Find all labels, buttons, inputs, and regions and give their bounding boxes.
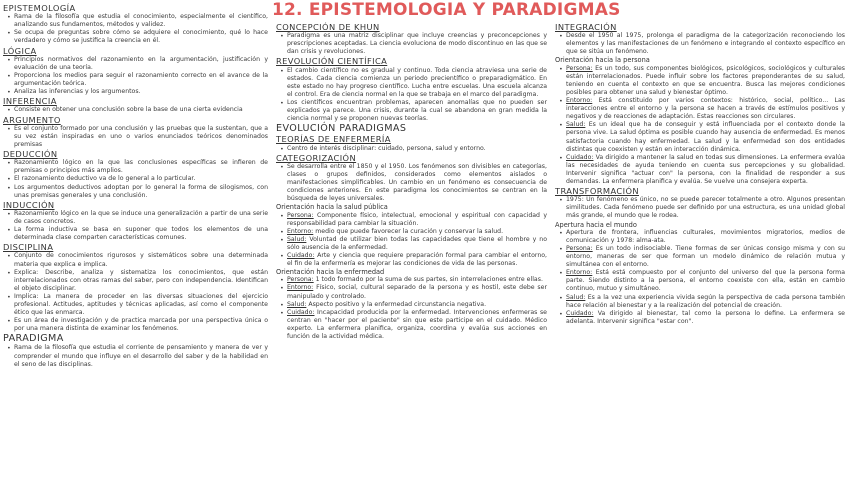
item-text: Es el conjunto formado por una conclusión y las pruebas que la sustentan, que a su vez están inspiradas en uno o varios enunciados teóricos denominados premisas <box>14 124 268 148</box>
item-text: Va dirigido al bienestar, tal como la persona lo define. La enfermera se adelanta. Intervenir significa "estar con". <box>566 309 845 325</box>
list-item <box>566 229 845 245</box>
list-item <box>14 56 268 72</box>
list-item <box>566 196 845 220</box>
item-text: Rama de la filosofía que estudia el corriente de pensamiento y manera de ver y comprender el mundo que influye en el desarrollo del saber y de la habilidad en el seno de las disciplinas. <box>14 344 268 368</box>
bullet-list <box>555 229 845 326</box>
bullet-list <box>3 159 268 199</box>
term-label: Salud: <box>287 300 307 308</box>
list-item <box>566 65 845 97</box>
bullet-list <box>3 106 268 114</box>
section-heading-text: ARGUMENTO <box>3 114 61 125</box>
term-label: Persona: <box>287 276 314 284</box>
item-text: Consiste en obtener una conclusión sobre la base de una cierta evidencia <box>14 106 243 114</box>
list-item <box>566 154 845 186</box>
list-item <box>14 317 268 333</box>
item-text: Razonamiento lógico en la que se induce una generalización a partir de una serie de casos concretos. <box>14 209 268 225</box>
term-label: Entorno: <box>566 269 593 277</box>
list-item <box>287 67 547 99</box>
term-label: Salud: <box>566 293 586 301</box>
item-text: La forma inductiva se basa en suponer que todos los elementos de una determinada clase comparten características comunes. <box>14 226 268 242</box>
bullet-list <box>276 163 547 203</box>
section-heading-text: CONCEPCIÓN DE KHUN <box>276 22 380 32</box>
item-text: Analiza las inferencias y los argumentos. <box>14 88 141 96</box>
bullet-list <box>555 65 845 186</box>
section-heading-text: DISCIPLINA <box>3 242 54 253</box>
list-item <box>14 252 268 268</box>
column-right <box>555 22 845 326</box>
list-item <box>14 175 268 183</box>
section-heading-revolucion-cientifica <box>276 56 547 66</box>
list-item <box>14 344 268 368</box>
bullet-list <box>555 196 845 220</box>
item-text: Se ocupa de preguntas sobre cómo se adquiere el conocimiento, qué lo hace verdadero y cómo se justifica la creencia en él. <box>14 29 268 45</box>
item-text: Explica: Describe, analiza y sistematiza los conocimientos, que están interrelacionados con otras ramas del saber, pero con independencia. Identifican el objeto disciplinar. <box>14 268 268 292</box>
list-item <box>287 252 547 268</box>
bullet-list <box>276 212 547 269</box>
section-heading-text: REVOLUCIÓN CIENTÍFICA <box>276 56 388 67</box>
section-heading-text: LÓGICA <box>3 45 37 56</box>
term-label: Salud: <box>566 121 586 129</box>
item-text: Voluntad de utilizar bien todas las capacidades que tiene el hombre y no sólo ausencia de la enfermedad. <box>287 235 547 251</box>
item-text: Desde el 1950 al 1975, prolonga el paradigma de la categorización reconociendo los elementos y las manifestaciones de un fenómeno e integrando el contexto específico en que se sitúa un fenómeno. <box>566 32 845 56</box>
item-text: Principios normativos del razonamiento en la argumentación, justificación y evaluación de una teoría. <box>14 55 268 71</box>
term-label: Persona: <box>566 64 593 72</box>
section-heading-text: INFERENCIA <box>3 96 57 107</box>
bullet-list <box>3 125 268 149</box>
item-text: Apertura de frontera, influencias culturales, movimientos migratorios, medios de comunicación y 1978: alma-ata. <box>566 228 845 244</box>
list-item <box>14 184 268 200</box>
page-title: 12. EPISTEMOLOGIA Y PARADIGMAS <box>272 0 621 20</box>
bullet-list <box>3 210 268 242</box>
list-item <box>14 13 268 29</box>
list-item <box>287 99 547 123</box>
section-heading-deduccion <box>3 149 268 159</box>
list-item <box>287 236 547 252</box>
item-text: Implica: La manera de proceder en las diversas situaciones del ejercicio profesional. Actitudes, aptitudes y técnicas aplicadas, así como el componente ético que las enmarca. <box>14 292 268 317</box>
column-middle <box>276 22 547 341</box>
term-label: Persona: <box>566 244 593 252</box>
list-item <box>14 72 268 88</box>
item-text: Conjunto de conocimientos rigurosos y sistemáticos sobre una determinada materia que explica e implica. <box>14 252 268 268</box>
item-text: El razonamiento deductivo va de lo general a lo particular. <box>14 175 196 183</box>
bullet-list <box>3 56 268 96</box>
section-heading-inferencia <box>3 96 268 106</box>
term-label: Entorno: <box>287 227 314 235</box>
term-label: Salud: <box>287 235 307 243</box>
item-text: Es un ideal que ha de conseguir y está influenciada por el contexto donde la persona vive. La salud óptima es posible cuando hay ausencia de enfermedad. Es menos satisfactoria cuando hay enfermedad. La salud y la enfermedad son dos entidades distintas que coexisten y están en interacción dinámica. <box>566 121 845 153</box>
section-heading-concepcion-de-khun <box>276 22 547 32</box>
list-item <box>14 106 268 114</box>
list-item <box>14 159 268 175</box>
term-label: Entorno: <box>566 97 593 105</box>
bullet-list <box>3 13 268 45</box>
item-text: Proporciona los medios para seguir el razonamiento correcto en el avance de la argumentación teórica. <box>14 71 268 88</box>
item-text: Se desarrolla entre el 1850 y el 1950. Los fenómenos son divisibles en categorías, clases o grupos definidos, considerados como elementos aislados o manifestaciones simplificables. Un cambio en un fenómeno es consecuencia de condiciones anteriores. En este paradigma los conocimientos se centran en la búsqueda de leyes universales. <box>287 162 547 203</box>
list-item <box>566 97 845 121</box>
list-item <box>566 310 845 326</box>
item-text: Incapacidad producida por la enfermedad. Intervenciones enfermeras se centran en "hacer por el paciente" sin que este participe en el cuidado. Médico experto. La enfermera planifica, organiza, coordina y evalúa sus acciones en función de la actividad médica. <box>287 308 547 341</box>
term-label: Entorno: <box>287 284 314 292</box>
bullet-list <box>555 32 845 56</box>
list-item <box>14 210 268 226</box>
subsection-heading-orientacion-hacia-la-persona <box>555 56 845 64</box>
subsection-heading-text: Orientación hacia la enfermedad <box>276 268 385 277</box>
list-item <box>287 309 547 341</box>
bullet-list <box>3 252 268 333</box>
section-heading-argumento <box>3 115 268 125</box>
item-text: Va dirigido a mantener la salud en todas sus dimensiones. La enfermera evalúa las necesidades de ayuda teniendo en cuenta sus percepciones y su globalidad. Intervenir significa "actuar con" la persona, con la finalidad de responder a sus demandas. La enfermera planifica y evalúa. Se vuelve una consejera experta. <box>566 153 845 185</box>
item-text: Es un todo indisociable. Tiene formas de ser únicas consigo misma y con su entorno, maneras de ser que forman un modelo dinámico de relación mutua y simultánea con el entorno. <box>566 244 845 269</box>
section-heading-teorias-de-enfermeria <box>276 134 547 144</box>
term-label: Persona: <box>287 211 314 219</box>
term-label: Cuidado: <box>287 251 315 259</box>
list-item <box>566 294 845 310</box>
item-text: Es un área de investigación y de practica marcada por una perspectiva única o por una manera distinta de examinar los fenómenos. <box>14 317 268 333</box>
list-item <box>287 32 547 56</box>
item-text: Los científicos encuentran problemas, aparecen anomalías que no pueden ser explicados ya parece. Una crisis, durante la cual se abandona en gran medida la ciencia normal y se proponen nuevas teorías. <box>287 99 547 123</box>
subsection-heading-orientacion-hacia-la-salud-publica <box>276 203 547 211</box>
subsection-heading-text: Orientación hacia la persona <box>555 56 650 65</box>
section-heading-epistemologia <box>3 3 268 13</box>
list-item <box>566 269 845 293</box>
section-heading-text: EVOLUCIÓN PARADIGMAS <box>276 123 407 135</box>
list-item <box>14 88 268 96</box>
section-heading-evolucion-paradigmas <box>276 123 547 134</box>
section-heading-disciplina <box>3 242 268 252</box>
bullet-list <box>3 344 268 368</box>
list-item <box>566 121 845 153</box>
item-text: Es a la vez una experiencia vivida según la perspectiva de cada persona también hace relación al bienestar y a la realización del potencial de creación. <box>566 293 845 309</box>
list-item <box>14 293 268 317</box>
item-text: medio que puede favorecer la curación y conservar la salud. <box>313 227 504 235</box>
list-item <box>287 163 547 203</box>
term-label: Cuidado: <box>566 309 594 317</box>
section-heading-induccion <box>3 200 268 210</box>
list-item <box>14 29 268 45</box>
subsection-heading-text: Apertura hacia el mundo <box>555 220 637 229</box>
section-heading-text: INDUCCIÓN <box>3 199 55 210</box>
bullet-list <box>276 67 547 124</box>
item-text: Está está compuesto por el conjunto del universo del que la persona forma parte. Siendo distinto a la persona, el entorno coexiste con ella, están en cambio continuo, mutuo y simultáneo. <box>566 269 845 293</box>
section-heading-text: TRANSFORMACIÓN <box>555 186 639 197</box>
item-text: Paradigma es una matriz disciplinar que incluye creencias y preconcepciones y prescripciones aceptadas. La ciencia evoluciona de modo discontinuo en las que se dan crisis y revoluciones. <box>287 32 547 56</box>
item-text: Razonamiento lógico en la que las conclusiones específicas se infieren de premisas o principios más amplios. <box>14 159 268 175</box>
section-heading-text: EPISTEMOLOGÍA <box>3 3 76 13</box>
list-item <box>287 301 547 309</box>
list-item <box>287 284 547 300</box>
subsection-heading-orientacion-hacia-la-enfermedad <box>276 268 547 276</box>
section-heading-text: INTEGRACIÓN <box>555 22 617 32</box>
bullet-list <box>276 145 547 153</box>
section-heading-integracion <box>555 22 845 32</box>
list-item <box>287 212 547 228</box>
section-heading-text: CATEGORIZACIÓN <box>276 152 357 163</box>
section-heading-paradigma <box>3 333 268 344</box>
item-text: Arte y ciencia que requiere preparación formal para cambiar el entorno, el fin de la enfermería es mejorar las condiciones de vida de las personas. <box>287 251 547 268</box>
list-item <box>14 269 268 293</box>
item-text: Es un todo, sus componentes biológicos, psicológicos, sociológicos y culturales están interrelacionados. Puede influir sobre los factores preponderantes de su salud, teniendo en cuenta el contexto en que se encuentra. Busca las mejores condiciones posibles para obtener una salud y bienestar óptimo. <box>566 64 845 96</box>
section-heading-text: PARADIGMA <box>3 333 64 345</box>
list-item <box>287 228 547 236</box>
item-text: 1975: Un fenómeno es único, no se puede parecer totalmente a otro. Algunos presentan similitudes. Cada fenómeno puede ser definido por una estructura, es una unidad global más grande, el mundo que le rodea. <box>566 196 845 220</box>
section-heading-logica <box>3 46 268 56</box>
list-item <box>566 245 845 269</box>
list-item <box>14 226 268 242</box>
item-text: Componente físico, intelectual, emocional y espiritual con capacidad y responsabilidad para cambiar la situación. <box>287 211 547 227</box>
bullet-list <box>276 32 547 56</box>
section-heading-text: DEDUCCIÓN <box>3 149 58 160</box>
subsection-heading-text: Orientación hacia la salud pública <box>276 203 388 212</box>
item-text: Está constituido por varios contextos: histórico, social, político... Las interacciones entre el entorno y la persona se hacen a través de estímulos positivos y negativos y de reacciones de adaptación. Estas reacciones son circulares. <box>566 97 845 121</box>
item-text: Físico, social, cultural separado de la persona y es hostil, este debe ser manipulado y controlado. <box>287 284 547 300</box>
section-heading-text: TEORÍAS DE ENFERMERÍA <box>276 134 391 145</box>
list-item <box>566 32 845 56</box>
term-label: Cuidado: <box>566 153 594 161</box>
bullet-list <box>276 276 547 341</box>
term-label: Cuidado: <box>287 308 315 316</box>
list-item <box>14 125 268 149</box>
section-heading-transformacion <box>555 186 845 196</box>
section-heading-categorizacion <box>276 153 547 163</box>
item-text: 1 todo formado por la suma de sus partes, sin interrelaciones entre ellas. <box>313 276 543 284</box>
list-item <box>287 145 547 153</box>
item-text: Rama de la filosofía que estudia el conocimiento, especialmente el científico, analizando sus fundamentos, métodos y validez. <box>14 13 268 29</box>
subsection-heading-apertura-hacia-el-mundo <box>555 221 845 229</box>
item-text: El cambio científico no es gradual y continuo. Toda ciencia atraviesa una serie de estados. Cada ciencia comienza un periodo precientífico o preparadigmático. En este estado no hay progreso científico. Lucha entre escuelas. Una escuela alcanza el control. Era de ciencia normal en la que se trabaja en el marco del paradigma. <box>287 66 547 98</box>
item-text: Aspecto positivo y la enfermedad circunstancia negativa. <box>306 300 487 308</box>
item-text: Centro de interés disciplinar: cuidado, persona, salud y entorno. <box>287 144 486 152</box>
item-text: Los argumentos deductivos adoptan por lo general la forma de silogismos, con unas premisas generales y una conclusión. <box>14 183 268 199</box>
column-left <box>3 3 268 369</box>
